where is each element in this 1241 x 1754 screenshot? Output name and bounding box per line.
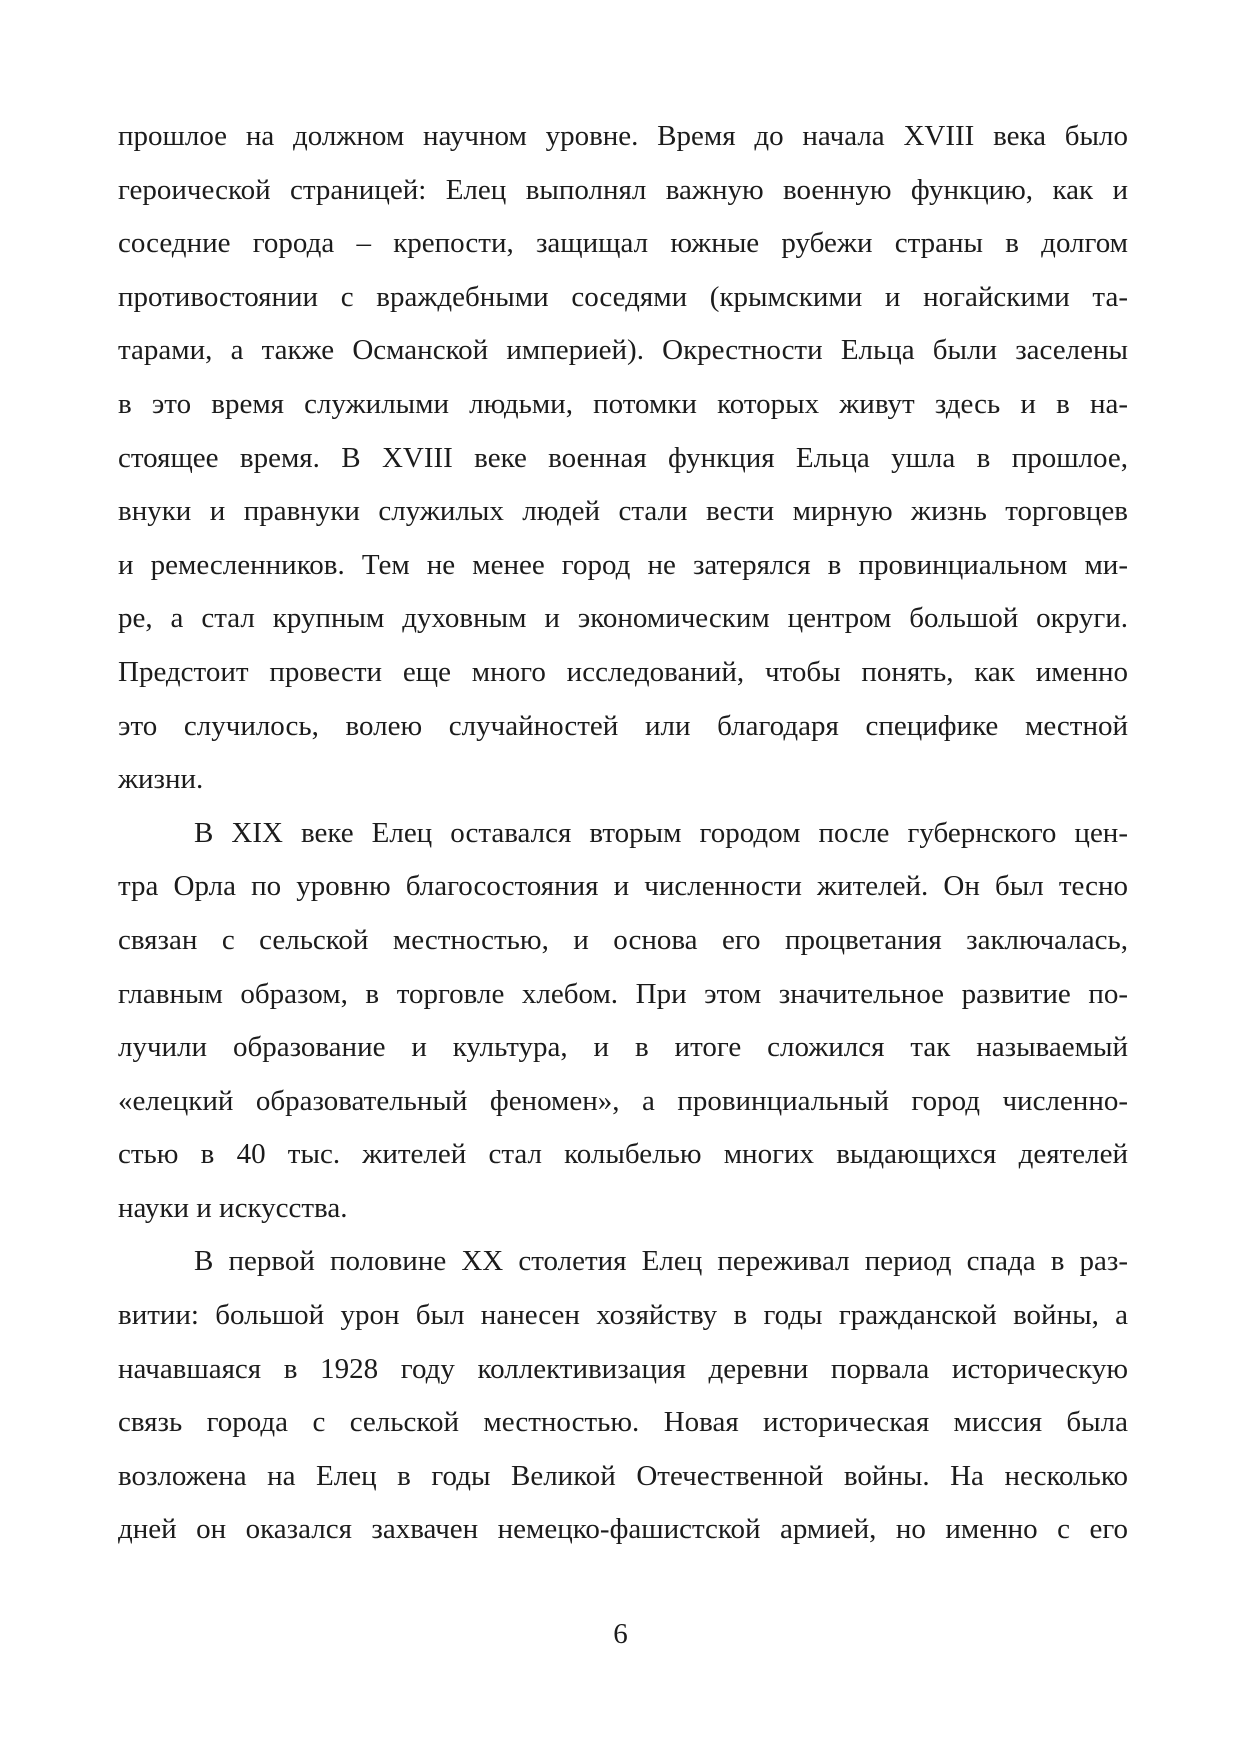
text-line: витии: большой урон был нанесен хозяйству в годы гражданской войны, а [118, 1299, 1128, 1332]
text-line: героической страницей: Елец выполнял важную военную функцию, как и [118, 173, 1128, 206]
text-line: науки и искусства. [118, 1191, 348, 1224]
text-line: внуки и правнуки служилых людей стали вести мирную жизнь торговцев [118, 495, 1128, 528]
text-line: стоящее время. В XVIII веке военная функция Ельца ушла в прошлое, [118, 441, 1128, 474]
text-line: противостоянии с враждебными соседями (крымскими и ногайскими та- [118, 280, 1128, 313]
page-number: 6 [613, 1618, 628, 1650]
text-line: и ремесленников. Тем не менее город не затерялся в провинциальном ми- [118, 548, 1128, 581]
text-line: тарами, а также Османской империей). Окрестности Ельца были заселены [118, 334, 1128, 367]
text-line: тра Орла по уровню благосостояния и численности жителей. Он был тесно [118, 870, 1128, 903]
text-line: соседние города – крепости, защищал южные рубежи страны в долгом [118, 227, 1128, 260]
body-text [118, 110, 1128, 1557]
text-line: связан с сельской местностью, и основа его процветания заключалась, [118, 923, 1128, 956]
paragraph-first-line: В XIX веке Елец оставался вторым городом после губернского цен- [194, 816, 1128, 849]
text-line: дней он оказался захвачен немецко-фашистской армией, но именно с его [118, 1513, 1128, 1546]
paragraph-first-line: В первой половине XX столетия Елец переживал период спада в раз- [194, 1245, 1128, 1278]
text-line: это случилось, волею случайностей или благодаря специфике местной [118, 709, 1128, 742]
text-line: стью в 40 тыс. жителей стал колыбелью многих выдающихся деятелей [118, 1138, 1128, 1171]
text-line: Предстоит провести еще много исследований, чтобы понять, как именно [118, 655, 1128, 688]
text-line: жизни. [118, 763, 204, 796]
text-line: лучили образование и культура, и в итоге сложился так называемый [118, 1031, 1128, 1064]
text-line: «елецкий образовательный феномен», а провинциальный город численно- [118, 1084, 1128, 1117]
text-line: в это время служилыми людьми, потомки которых живут здесь и в на- [118, 387, 1128, 420]
text-line: главным образом, в торговле хлебом. При этом значительное развитие по- [118, 977, 1128, 1010]
text-line: связь города с сельской местностью. Новая историческая миссия была [118, 1406, 1128, 1439]
text-line: возложена на Елец в годы Великой Отечественной войны. На несколько [118, 1459, 1128, 1492]
text-line: ре, а стал крупным духовным и экономическим центром большой округи. [118, 602, 1128, 635]
text-line: начавшаяся в 1928 году коллективизация деревни порвала историческую [118, 1352, 1128, 1385]
text-line: прошлое на должном научном уровне. Время до начала XVIII века было [118, 120, 1128, 152]
